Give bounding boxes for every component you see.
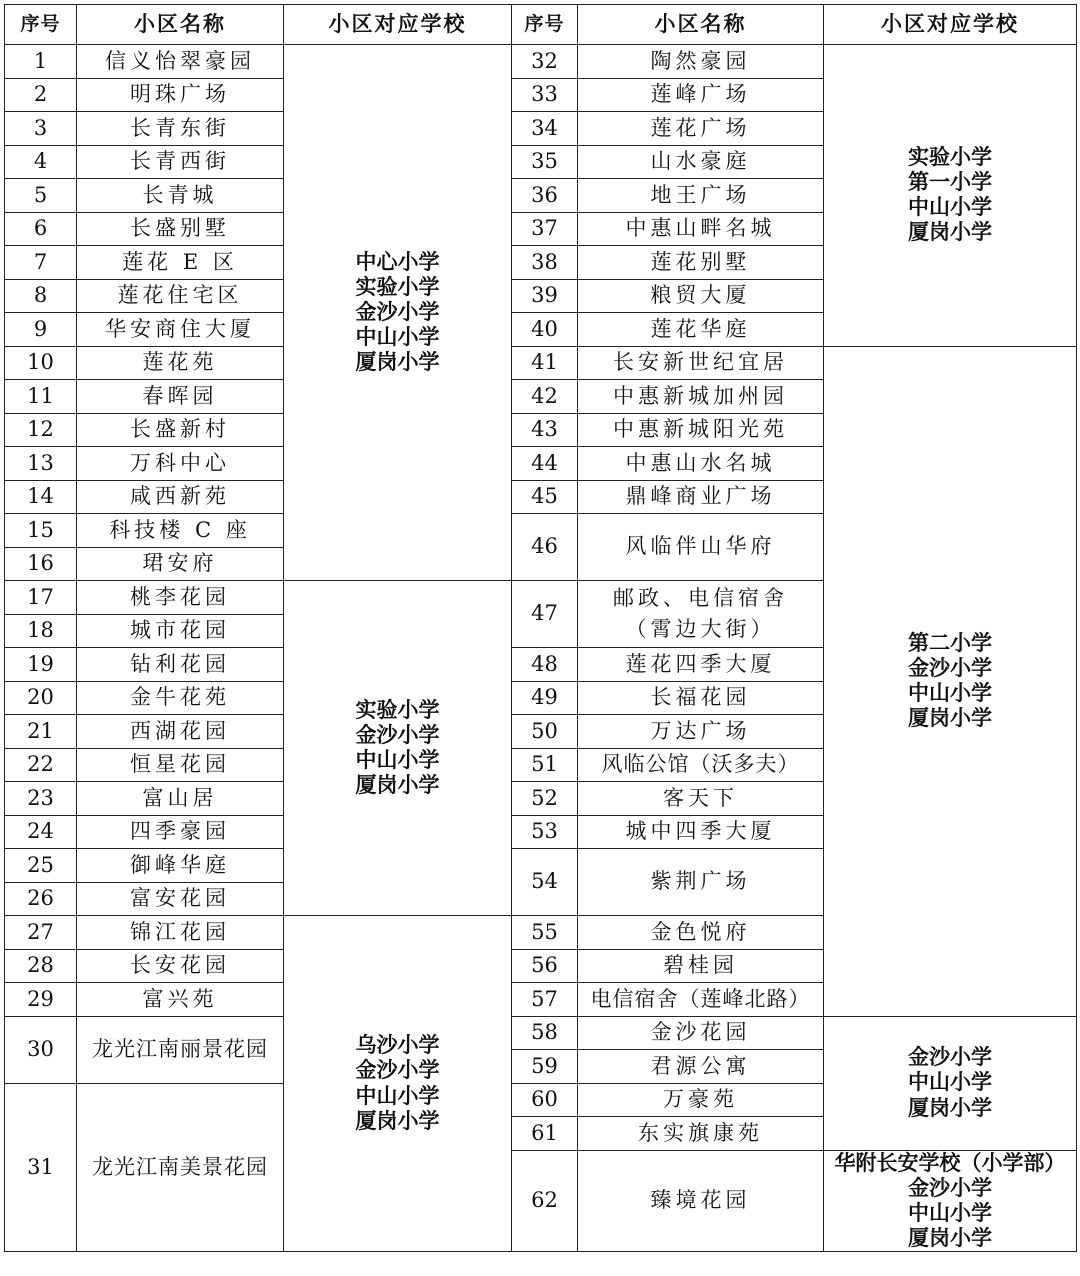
index-cell: 21	[5, 715, 77, 749]
index-cell: 31	[5, 1083, 77, 1252]
index-cell: 27	[5, 916, 77, 950]
index-cell-right: 45	[512, 480, 578, 514]
index-cell: 18	[5, 614, 77, 648]
index-cell-right: 34	[512, 112, 578, 146]
school-name: 第二小学	[908, 630, 992, 655]
school-name: 金沙小学	[908, 1175, 992, 1200]
community-name-cell-right: 风临公馆（沃多夫）	[578, 748, 824, 782]
school-name: 厦岗小学	[908, 706, 992, 731]
index-cell-right: 36	[512, 179, 578, 213]
community-name-cell: 金牛花苑	[77, 681, 284, 715]
index-cell: 24	[5, 815, 77, 849]
index-cell: 17	[5, 581, 77, 615]
index-cell-right: 56	[512, 949, 578, 983]
community-name-cell: 长安花园	[77, 949, 284, 983]
community-name-cell: 恒星花园	[77, 748, 284, 782]
community-name-cell: 富安花园	[77, 882, 284, 916]
community-name-cell-right: 山水豪庭	[578, 145, 824, 179]
school-name: 实验小学	[908, 144, 992, 169]
index-cell-right: 55	[512, 916, 578, 950]
community-name-cell: 长盛新村	[77, 413, 284, 447]
community-name-cell: 莲花苑	[77, 346, 284, 380]
index-cell-right: 44	[512, 447, 578, 481]
school-name: 金沙小学	[355, 299, 440, 324]
school-name: 厦岗小学	[355, 773, 440, 798]
index-cell: 4	[5, 145, 77, 179]
index-cell: 9	[5, 313, 77, 347]
index-cell: 30	[5, 1016, 77, 1083]
community-name-cell: 龙光江南丽景花园	[77, 1016, 284, 1083]
community-name-cell-right: 客天下	[578, 782, 824, 816]
community-name-cell: 长青东街	[77, 112, 284, 146]
community-name-cell-right: 中惠山畔名城	[578, 212, 824, 246]
community-name-cell: 龙光江南美景花园	[77, 1083, 284, 1252]
header-row	[5, 5, 1077, 45]
index-cell-right: 47	[512, 581, 578, 648]
index-cell: 6	[5, 212, 77, 246]
index-cell-right: 58	[512, 1016, 578, 1050]
index-cell: 11	[5, 380, 77, 414]
community-name-cell-right: 电信宿舍（莲峰北路）	[578, 983, 824, 1017]
school-name: 中山小学	[908, 195, 992, 220]
community-name-cell: 西湖花园	[77, 715, 284, 749]
index-cell-right: 53	[512, 815, 578, 849]
community-name-cell: 明珠广场	[77, 78, 284, 112]
community-name-cell: 长青西街	[77, 145, 284, 179]
index-cell-right: 59	[512, 1050, 578, 1084]
community-name-cell: 四季豪园	[77, 815, 284, 849]
index-cell-right: 43	[512, 413, 578, 447]
community-name-cell-right: 君源公寓	[578, 1050, 824, 1084]
index-cell-right: 35	[512, 145, 578, 179]
community-name-cell-right: 莲峰广场	[578, 78, 824, 112]
index-cell: 12	[5, 413, 77, 447]
index-cell-right: 41	[512, 346, 578, 380]
community-name-cell: 珺安府	[77, 547, 284, 581]
index-cell: 7	[5, 246, 77, 280]
index-cell: 3	[5, 112, 77, 146]
index-cell-right: 46	[512, 514, 578, 581]
community-name-cell-right: 长安新世纪宜居	[578, 346, 824, 380]
index-cell-right: 39	[512, 279, 578, 313]
index-cell-right: 49	[512, 681, 578, 715]
community-name-cell: 万科中心	[77, 447, 284, 481]
header-index-right: 序号	[512, 5, 578, 45]
index-cell-right: 60	[512, 1083, 578, 1117]
school-name: 金沙小学	[355, 722, 440, 747]
community-name-cell-right	[578, 581, 824, 648]
school-name: 中心小学	[355, 249, 440, 274]
community-name-cell-right: 长福花园	[578, 681, 824, 715]
index-cell-right: 48	[512, 648, 578, 682]
index-cell: 8	[5, 279, 77, 313]
index-cell: 22	[5, 748, 77, 782]
index-cell: 25	[5, 849, 77, 883]
community-name-cell-right: 陶然豪园	[578, 45, 824, 79]
school-group-cell-right	[824, 45, 1077, 347]
community-name-cell: 长青城	[77, 179, 284, 213]
community-name-cell-right-line: 邮政、电信宿舍	[613, 586, 788, 610]
community-name-cell-right: 中惠新城阳光苑	[578, 413, 824, 447]
index-cell-right: 51	[512, 748, 578, 782]
community-name-cell: 华安商住大厦	[77, 313, 284, 347]
community-name-cell: 春晖园	[77, 380, 284, 414]
community-name-cell-right: 臻境花园	[578, 1150, 824, 1252]
community-name-cell: 信义怡翠豪园	[77, 45, 284, 79]
community-name-cell: 莲花住宅区	[77, 279, 284, 313]
community-name-cell: 富兴苑	[77, 983, 284, 1017]
index-cell: 28	[5, 949, 77, 983]
school-name: 厦岗小学	[908, 220, 992, 245]
header-community: 小区名称	[77, 5, 284, 45]
community-name-cell: 莲花 E 区	[77, 246, 284, 280]
community-name-cell-right: 莲花别墅	[578, 246, 824, 280]
community-name-cell-right: 金色悦府	[578, 916, 824, 950]
school-group-cell-right	[824, 1150, 1077, 1252]
header-schools-right: 小区对应学校	[824, 5, 1077, 45]
school-name: 金沙小学	[908, 1045, 992, 1070]
header-community-right: 小区名称	[578, 5, 824, 45]
community-name-cell-right-line: （霄边大街）	[625, 617, 776, 641]
index-cell: 23	[5, 782, 77, 816]
index-cell-right: 32	[512, 45, 578, 79]
community-name-cell: 城市花园	[77, 614, 284, 648]
school-name: 第一小学	[908, 170, 992, 195]
index-cell-right: 33	[512, 78, 578, 112]
index-cell: 2	[5, 78, 77, 112]
community-name-cell: 长盛别墅	[77, 212, 284, 246]
school-name: 中山小学	[355, 1083, 440, 1108]
community-name-cell: 富山居	[77, 782, 284, 816]
school-name: 实验小学	[355, 697, 440, 722]
school-group-cell	[284, 916, 512, 1252]
index-cell-right: 42	[512, 380, 578, 414]
index-cell-right: 54	[512, 849, 578, 916]
school-group-cell-right	[824, 346, 1077, 1016]
community-school-table	[4, 4, 1077, 1252]
school-name: 中山小学	[908, 681, 992, 705]
school-name: 中山小学	[908, 1070, 992, 1095]
school-name: 厦岗小学	[355, 350, 440, 375]
school-name: 厦岗小学	[355, 1108, 440, 1133]
community-name-cell-right: 粮贸大厦	[578, 279, 824, 313]
index-cell: 5	[5, 179, 77, 213]
table-row	[5, 45, 1077, 79]
index-cell-right: 38	[512, 246, 578, 280]
header-index: 序号	[5, 5, 77, 45]
school-group-cell-right	[824, 1016, 1077, 1150]
community-name-cell: 锦江花园	[77, 916, 284, 950]
school-name: 金沙小学	[355, 1058, 440, 1083]
community-name-cell-right: 东实旗康苑	[578, 1117, 824, 1151]
community-name-cell: 御峰华庭	[77, 849, 284, 883]
school-group-cell	[284, 581, 512, 916]
community-name-cell-right: 万豪苑	[578, 1083, 824, 1117]
school-name: 中山小学	[355, 748, 440, 772]
community-name-cell-right: 地王广场	[578, 179, 824, 213]
index-cell-right: 62	[512, 1150, 578, 1252]
school-name: 中山小学	[355, 325, 440, 350]
community-name-cell: 咸西新苑	[77, 480, 284, 514]
table-row	[5, 346, 1077, 380]
community-name-cell-right: 中惠新城加州园	[578, 380, 824, 414]
community-name-cell-right: 城中四季大厦	[578, 815, 824, 849]
community-name-cell-right: 鼎峰商业广场	[578, 480, 824, 514]
community-name-cell-right: 中惠山水名城	[578, 447, 824, 481]
community-name-cell: 钻利花园	[77, 648, 284, 682]
community-name-cell-right: 莲花广场	[578, 112, 824, 146]
table-row	[5, 1016, 1077, 1050]
index-cell-right: 50	[512, 715, 578, 749]
school-group-cell	[284, 45, 512, 581]
index-cell: 10	[5, 346, 77, 380]
school-name: 实验小学	[355, 274, 440, 299]
community-name-cell-right: 莲花华庭	[578, 313, 824, 347]
index-cell-right: 37	[512, 212, 578, 246]
school-name: 厦岗小学	[908, 1095, 992, 1120]
community-name-cell-right: 万达广场	[578, 715, 824, 749]
index-cell: 1	[5, 45, 77, 79]
school-name: 中山小学	[908, 1200, 992, 1225]
community-name-cell: 科技楼 C 座	[77, 514, 284, 548]
index-cell: 15	[5, 514, 77, 548]
index-cell: 20	[5, 681, 77, 715]
index-cell: 19	[5, 648, 77, 682]
index-cell: 14	[5, 480, 77, 514]
school-name: 厦岗小学	[908, 1226, 992, 1251]
index-cell-right: 52	[512, 782, 578, 816]
index-cell: 13	[5, 447, 77, 481]
school-name: 金沙小学	[908, 655, 992, 680]
school-name: 乌沙小学	[355, 1033, 440, 1058]
header-schools: 小区对应学校	[284, 5, 512, 45]
index-cell-right: 57	[512, 983, 578, 1017]
community-name-cell-right: 金沙花园	[578, 1016, 824, 1050]
index-cell-right: 40	[512, 313, 578, 347]
community-name-cell: 桃李花园	[77, 581, 284, 615]
community-name-cell-right: 风临伴山华府	[578, 514, 824, 581]
community-name-cell-right: 碧桂园	[578, 949, 824, 983]
community-name-cell-right: 紫荆广场	[578, 849, 824, 916]
index-cell: 26	[5, 882, 77, 916]
index-cell: 29	[5, 983, 77, 1017]
index-cell-right: 61	[512, 1117, 578, 1151]
community-name-cell-right: 莲花四季大厦	[578, 648, 824, 682]
index-cell: 16	[5, 547, 77, 581]
school-name: 华附长安学校（小学部）	[834, 1150, 1066, 1175]
